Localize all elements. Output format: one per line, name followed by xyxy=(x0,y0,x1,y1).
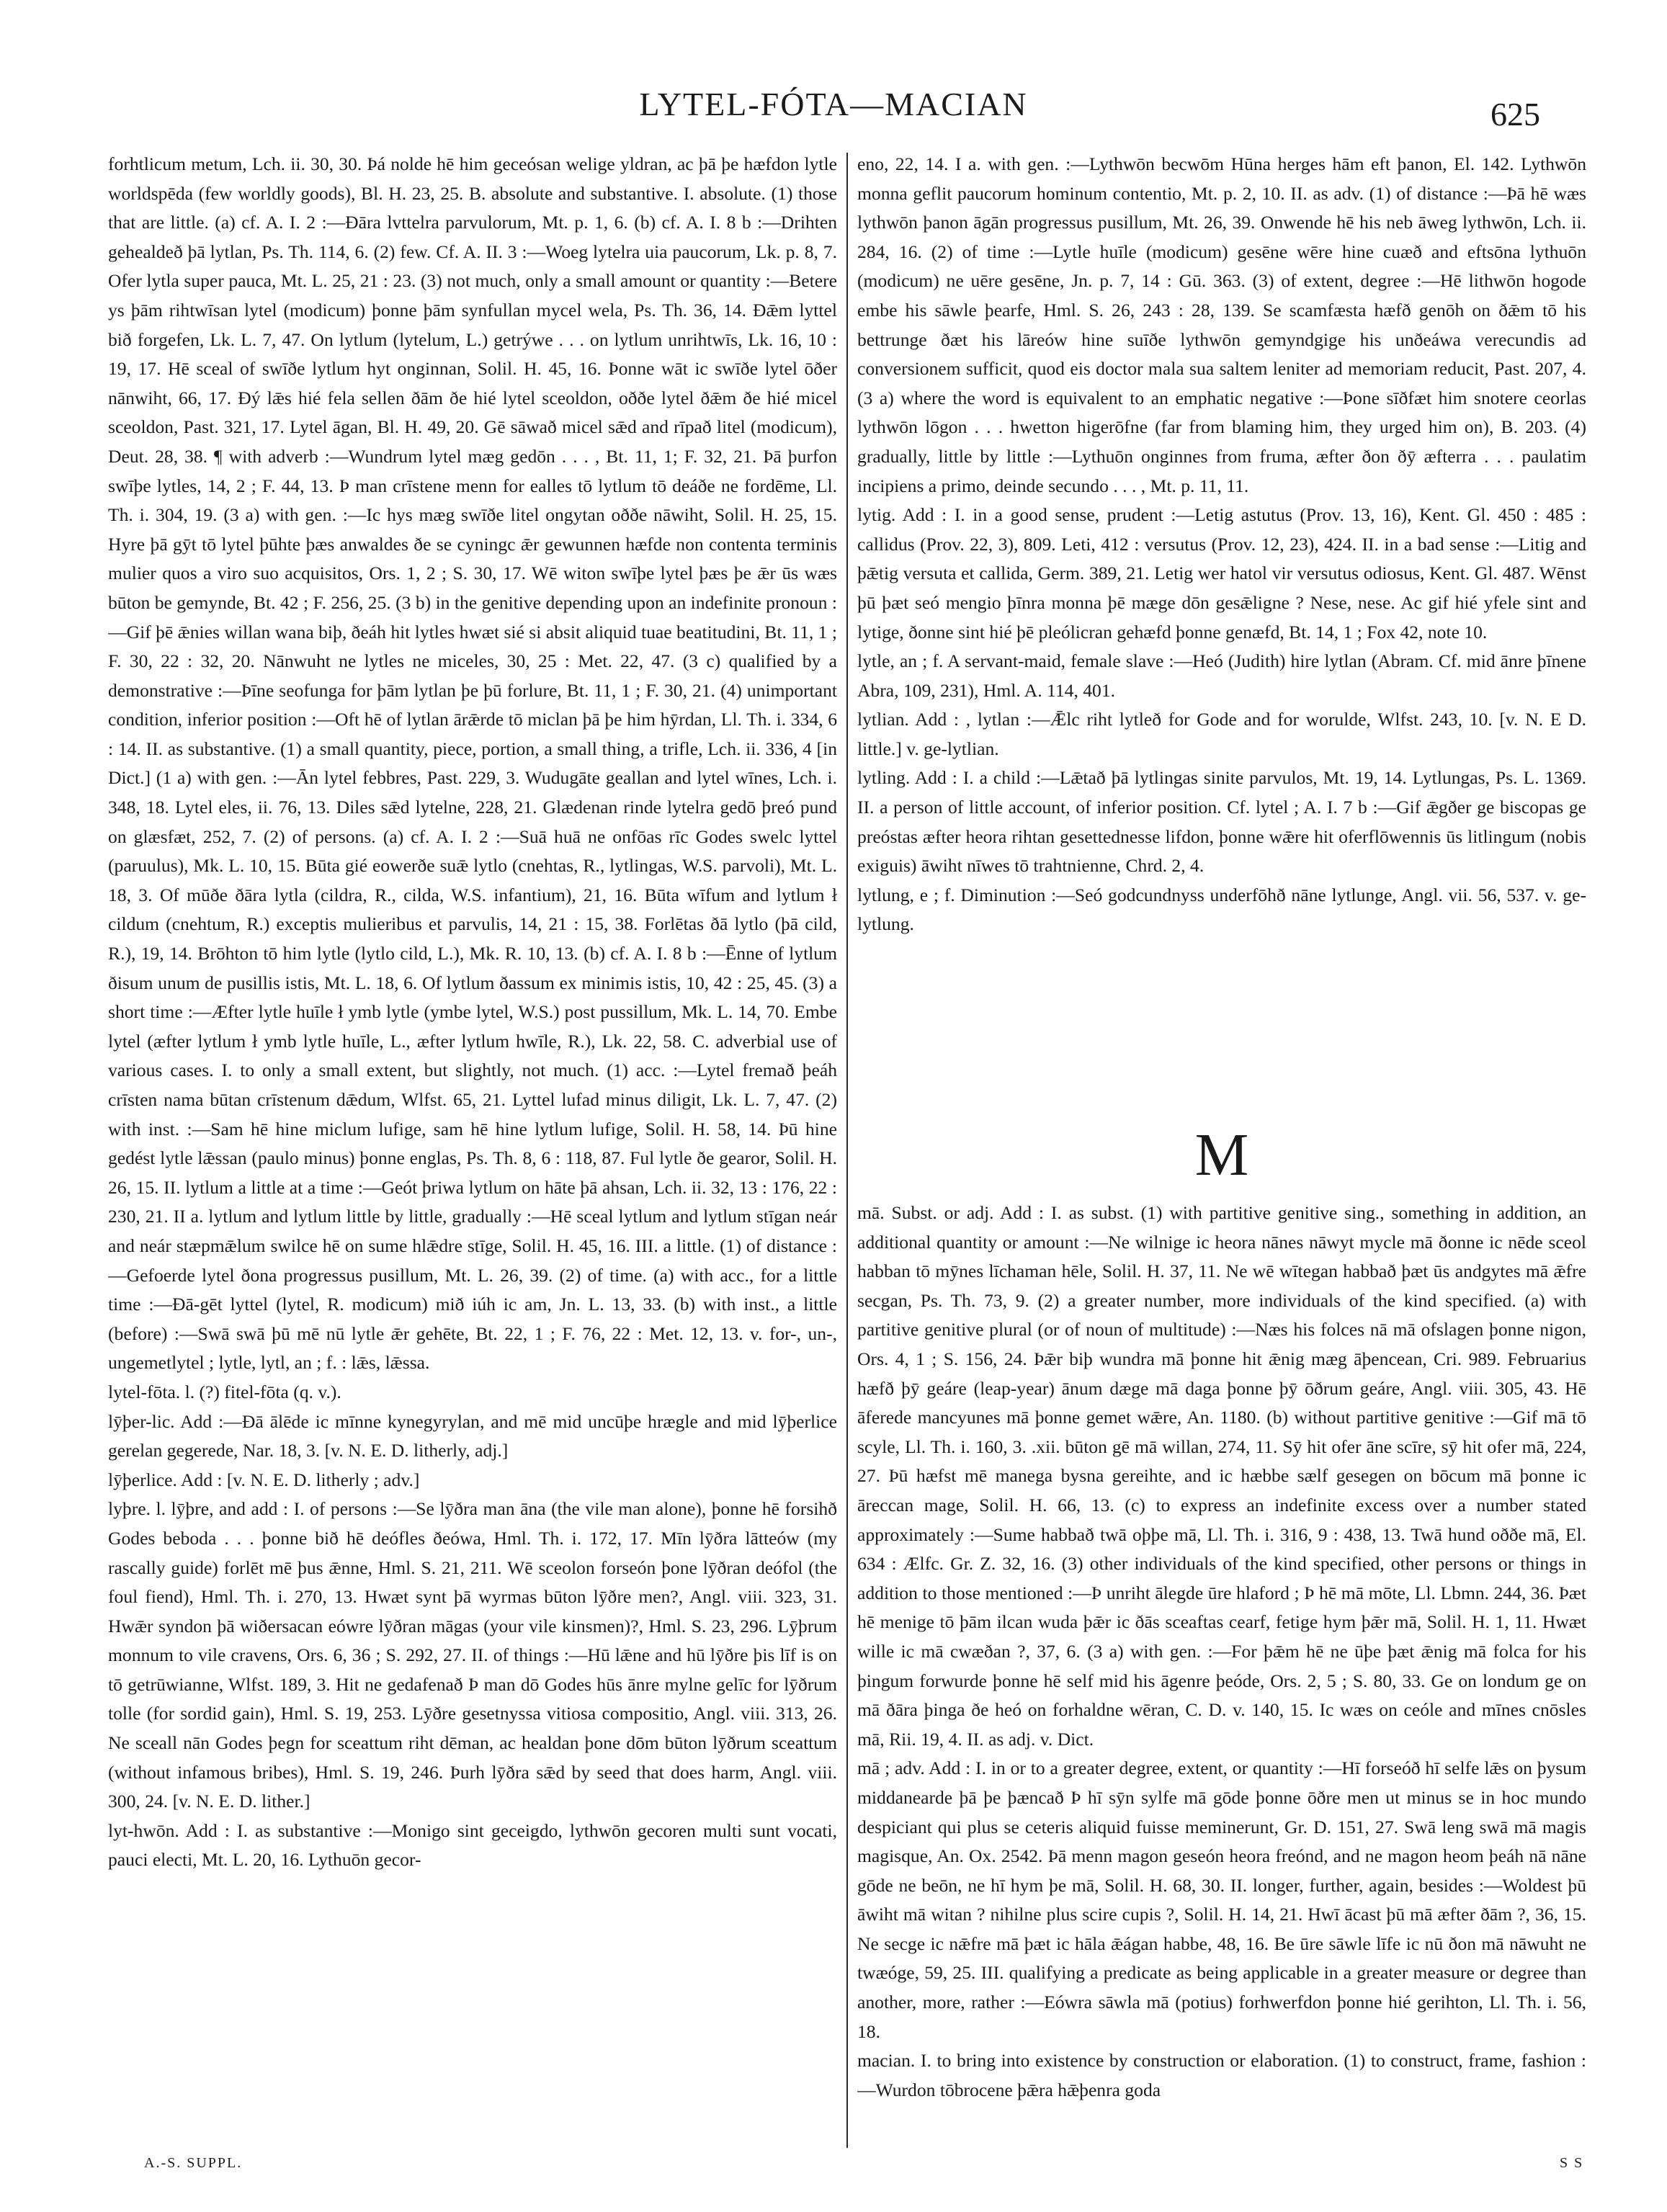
entry-lytherlic: lȳþer-lic. Add :—Ðā ālēde ic mīnne kynegyrylan, and mē mid uncūþe hrægle and mid lȳþerlice gerelan gegerede, Nar. 18, 3. [v. N. E. D. litherly, adj.] xyxy=(108,1410,837,1461)
running-head: LYTEL-FÓTA—MACIAN xyxy=(639,86,1028,122)
footer-signature-right: S S xyxy=(1560,2155,1584,2171)
right-column xyxy=(857,150,1586,2159)
page-number: 625 xyxy=(1491,96,1540,133)
left-column xyxy=(108,150,837,2159)
entry-lyt-hwon: lyt-hwōn. Add : I. as substantive :—Monigo sint geceigdo, lythwōn gecoren multi sunt vocati, pauci electi, Mt. L. 20, 16. Lythuōn gecor- xyxy=(108,1819,837,1871)
entry-lytel-fota: lytel-fōta. l. (?) fitel-fōta (q. v.). xyxy=(108,1381,341,1402)
entry-ma-subst: mā. Subst. or adj. Add : I. as subst. (1) with partitive genitive sing., something in addition, an additional quantity or amount :—Ne wilnige ic heora nānes nāwyt mycle mā ðonne ic nēde sceol habban tō mȳnes līchaman hēle, Solil. H. 37, 11. Ne wē wītegan habbað þæt ūs andgytes mā ǣfre secgan, Ps. Th. 73, 9. (2) a greater number, more individuals of the kind specified. (a) with partitive genitive plural (or of noun of multitude) :—Næs his folces nā mā ofslagen þonne nigon, Ors. 4, 1 ; S. 156, 24. Þǣr biþ wundra mā þonne hit ǣnig mæg āþencean, Cri. 989. Februarius hæfð þȳ geáre (leap-year) ānum dæge mā daga þonne þȳ ōðrum geáre, Angl. viii. 305, 43. Hē āferede mancyunes mā þonne gemet wǣre, An. 1180. (b) without partitive genitive :—Gif mā tō scyle, Ll. Th. i. 160, 3. .xii. būton gē mā willan, 274, 11. Sȳ hit ofer āne scīre, sȳ hit ofer mā, 224, 27. Þū hæfst mē manega bysna gereihte, and ic hæbbe sælf gesegen on bōcum mā þonne ic āreccan mage, Solil. H. 66, 13. (c) to express an indefinite excess over a number stated approximately :—Sume habbað twā oþþe mā, Ll. Th. i. 316, 9 : 438, 13. Twā hund oððe mā, El. 634 : Ælfc. Gr. Z. 32, 16. (3) other individuals of the kind specified, other persons or things in addition to those mentioned :—Þ unriht ālegde ūre hlaford ; Þ hē mā mōte, Ll. Lbmn. 244, 36. Þæt hē menige tō þām ilcan wuda þǣr ic ðās sceaftas cearf, fetige hym þǣr mā, Solil. H. 1, 11. Hwæt wille ic mā cwæðan ?, 37, 6. (3 a) with gen. :—For þǣm hē ne ūþe þæt ǣnig mā folca for his þingum forwurde þonne hē self mid his āgenre þeóde, Ors. 2, 5 ; S. 80, 33. Ge on londum ge on mā ðāra þinga ðe heó on forhaldne wēran, C. D. v. 140, 15. Ic wæs on ceóle and mīnes cnōsles mā, Rii. 19, 4. II. as adj. v. Dict. xyxy=(857,1202,1586,1750)
entry-lytherlice: lȳþerlice. Add : [v. N. E. D. litherly ; adv.] xyxy=(108,1469,420,1490)
entry-lytlian: lytlian. Add : , lytlan :—Ǣlc riht lytleð for Gode and for worulde, Wlfst. 243, 10. [v. N. E D. little.] v. ge-lytlian. xyxy=(857,709,1586,759)
entry-lytling: lytling. Add : I. a child :—Lǣtað þā lytlingas sinite parvulos, Mt. 19, 14. Lytlungas, Ps. L. 1369. II. a person of little account, of inferior position. Cf. lytel ; A. I. 7 b :—Gif ǣgðer ge biscopas ge preóstas æfter heora rihtan gesettednesse lifdon, þonne wǣre hit oferflōwennis ūs litlingum (nobis exiguis) āwiht nīwes tō trahtnienne, Chrd. 2, 4. xyxy=(857,767,1586,877)
entry-lytle: lytle, an ; f. A servant-maid, female slave :—Heó (Judith) hire lytlan (Abram. Cf. mid ānre þīnene Abra, 109, 231), Hml. A. 114, 401. xyxy=(857,650,1586,701)
entry-ma-adv: mā ; adv. Add : I. in or to a greater degree, extent, or quantity :—Hī forseóð hī selfe lǣs on þysum middanearde þā þe þæncað Þ hī sȳn sylfe mā gōde þonne ōðre men ut minus se in hoc mundo despiciant qui plus se ceteris aliquid fuisse meminerunt, Gr. D. 151, 27. Swā leng swā mā magis magisque, An. Ox. 2542. Þā menn magon geseón heora freónd, and ne magon heom þeáh nā nāne gōde ne beōn, ne hī hym þe mā, Solil. H. 68, 30. II. longer, further, again, besides :—Woldest þū āwiht mā witan ? nihilne plus scire cupis ?, Solil. H. 14, 21. Hwī ācast þū mā æfter ðām ?, 36, 15. Ne secge ic nǣfre mā þæt ic hāla ǣágan habbe, 48, 16. Be ūre sāwle līfe ic nū ðon mā nāwuht ne twæóge, 59, 25. III. qualifying a predicate as being applicable in a greater measure or degree than another, more, rather :—Eówra sāwla mā (potius) forhwerfdon þonne hié gerihton, Ll. Th. i. 56, 18. xyxy=(857,1757,1586,2042)
entry-lytig: lytig. Add : I. in a good sense, prudent :—Letig astutus (Prov. 13, 16), Kent. Gl. 450 : 485 : callidus (Prov. 22, 3), 809. Leti, 412 : versutus (Prov. 12, 23), 424. II. in a bad sense :—Litig and þǣtig versuta et callida, Germ. 389, 21. Letig wer hatol vir versutus odiosus, Kent. Gl. 487. Wēnst þū þæt seó mengio þīnra monna þē mæge dōn gesǣligne ? Nese, nese. Ac gif hié yfele sint and lytige, ðonne sint hié þē pleólicran gehæfd þonne genæfd, Bt. 14, 1 ; Fox 42, note 10. xyxy=(857,504,1586,642)
entry-lyt-hwon-continued: eno, 22, 14. I a. with gen. :—Lythwōn becwōm Hūna herges hām eft þanon, El. 142. Lythwōn monna geflit paucorum hominum contentio, Mt. p. 2, 10. II. as adv. (1) of distance :—Þā hē wæs lythwōn þanon āgān progressus pusillum, Mt. 26, 39. Onwende hē his neb āweg lythwōn, Lch. ii. 284, 16. (2) of time :—Lytle huīle (modicum) gesēne wēre hine cuæð and eftsōna lythuōn (modicum) ne uēre gesēne, Jn. p. 7, 14 : Gū. 363. (3) of extent, degree :—Hē lithwōn hogode embe his sāwle þearfe, Hml. S. 26, 243 : 28, 139. Se scamfæsta hæfð genōh on ðǣm tō his bettrunge ðæt his lāreów hine suīðe lythwōn gemyndgige his unðeáwa verecundis ad conversionem sufficit, quod eis doctor mala sua saltem leniter ad memoriam reducit, Past. 207, 4. (3 a) where the word is equivalent to an emphatic negative :—Þone sīðfæt him snotere ceorlas lythwōn lōgon . . . hwetton higerōfne (far from blaming him, they urged him on), B. 203. (4) gradually, little by little :—Lythuōn onginnes from fruma, æfter ðon ðȳ æfterra . . . paulatim incipiens a primo, deinde secundo . . . , Mt. p. 11, 11. xyxy=(857,153,1586,496)
column-divider xyxy=(846,153,848,2148)
footer-signature-left: A.-S. SUPPL. xyxy=(144,2155,243,2171)
entry-lythre: lyþre. l. lȳþre, and add : I. of persons :—Se lȳðra man āna (the vile man alone), þonne hē forsihð Godes beboda . . . þonne bið hē deófles ðeówa, Hml. Th. i. 172, 17. Mīn lȳðra lātteów (my rascally guide) forlēt mē þus ǣnne, Hml. S. 21, 211. Wē sceolon forseón þone lȳðran deófol (the foul fiend), Hml. Th. i. 270, 13. Hwæt synt þā wyrmas būton lȳðre men?, Angl. viii. 323, 31. Hwǣr syndon þā wiðersacan eówre lȳðran māgas (your vile kinsmen)?, Hml. S. 23, 296. Lȳþrum monnum to vile cravens, Ors. 6, 36 ; S. 292, 27. II. of things :—Hū lǣne and hū lȳðre þis līf is on tō getrūwianne, Wlfst. 189, 3. Hit ne gedafenað Þ man dō Godes hūs ānre mylne gelīc for lȳðrum tolle (for sordid gain), Hml. S. 19, 253. Lȳðre gesetnyssa vitiosa compositio, Angl. viii. 313, 26. Ne sceall nān Godes þegn for sceattum riht dēman, ac healdan þone dōm būton lȳðrum sceattum (without infamous bribes), Hml. S. 19, 246. Þurh lȳðra sǣd by seed that does harm, Angl. viii. 300, 24. [v. N. E. D. lither.] xyxy=(108,1498,837,1812)
section-letter: M xyxy=(1194,1121,1249,1189)
entry-lytel-continued: forhtlicum metum, Lch. ii. 30, 30. Þá nolde hē him geceósan welige yldran, ac þā þe hæfdon lytle worldspēda (few worldly goods), Bl. H. 23, 25. B. absolute and substantive. I. absolute. (1) those that are little. (a) cf. A. I. 2 :—Ðāra lvttelra parvulorum, Mt. p. 1, 6. (b) cf. A. I. 8 b :—Drihten gehealdeð þā lytlan, Ps. Th. 114, 6. (2) few. Cf. A. II. 3 :—Woeg lytelra uia paucorum, Lk. p. 8, 7. Ofer lytla super pauca, Mt. L. 25, 21 : 23. (3) not much, only a small amount or quantity :—Betere ys þām rihtwīsan lytel (modicum) þonne þām synfullan mycel wela, Ps. Th. 36, 14. Ðǣm lyttel bið forgefen, Lk. L. 7, 47. On lytlum (lytelum, L.) getrýwe . . . on lytlum unrihtwīs, Lk. 16, 10 : 19, 17. Hē sceal of swīðe lytlum hyt onginnan, Solil. H. 45, 16. Þonne wāt ic swīðe lytel ōðer nānwiht, 66, 17. Ðý lǣs hié fela sellen ðām ðe hié lytel sceoldon, oððe lytel ðǣm ðe hié micel sceoldon, Past. 321, 17. Lytel āgan, Bl. H. 49, 20. Gē sāwað micel sǣd and rīpað litel (modicum), Deut. 28, 38. ¶ with adverb :—Wundrum lytel mæg gedōn . . . , Bt. 11, 1; F. 32, 21. Þā þurfon swīþe lytles, 14, 2 ; F. 44, 13. Þ man crīstene menn for ealles tō lytlum tō deáðe ne fordēme, Ll. Th. i. 304, 19. (3 a) with gen. :—Ic hys mæg swīðe litel ongytan oððe nāwiht, Solil. H. 25, 15. Hyre þā gȳt tō lytel þūhte þæs anwaldes ðe se cyningc ǣr gewunnen hæfde non contenta terminis mulier quos a viro suo acquisitos, Ors. 1, 2 ; S. 30, 17. Wē witon swīþe lytel þæs þe ǣr ūs wæs būton be gemynde, Bt. 42 ; F. 256, 25. (3 b) in the genitive depending upon an indefinite pronoun :—Gif þē ǣnies willan wana biþ, ðeáh hit lytles hwæt sié si absit aliquid tuae beatitudini, Bt. 11, 1 ; F. 30, 22 : 32, 20. Nānwuht ne lytles ne miceles, 30, 25 : Met. 22, 47. (3 c) qualified by a demonstrative :—Þīne seofunga for þām lytlan þe þū forlure, Bt. 11, 1 ; F. 30, 21. (4) unimportant condition, inferior position :—Oft hē of lytlan ārǣrde tō miclan þā þe him hȳrdan, Ll. Th. i. 334, 6 : 14. II. as substantive. (1) a small quantity, piece, portion, a small thing, a trifle, Lch. ii. 336, 4 [in Dict.] (1 a) with gen. :—Ān lytel febbres, Past. 229, 3. Wudugāte geallan and lytel wīnes, Lch. i. 348, 18. Lytel eles, ii. 76, 13. Diles sǣd lytelne, 228, 21. Glædenan rinde lytelra gedō þreó pund on glæsfæt, 252, 7. (2) of persons. (a) cf. A. I. 2 :—Suā huā ne onfōas rīc Godes swelc lyttel (paruulus), Mk. L. 10, 15. Būta gié eowerðe suǣ lytlo (cnehtas, R., lytlingas, W.S. parvoli), Mt. L. 18, 3. Of mūðe ðāra lytla (cildra, R., cilda, W.S. infantium), 21, 16. Būta wīfum and lytlum ł cildum (cnehtum, R.) exceptis mulieribus et parvulis, 14, 21 : 15, 38. Forlētas ðā lytlo (þā cild, R.), 19, 14. Brōhton tō him lytle (lytlo cild, L.), Mk. R. 10, 13. (b) cf. A. I. 8 b :—Ēnne of lytlum ðisum unum de pusillis istis, Mt. L. 18, 6. Of lytlum ðassum ex minimis istis, 10, 42 : 25, 45. (3) a short time :—Æfter lytle huīle ł ymb lytle (ymbe lytel, W.S.) post pussillum, Mk. L. 14, 70. Embe lytel (æfter lytlum ł ymb lytle huīle, L., æfter lytlum hwīle, R.), Lk. 22, 58. C. adverbial use of various cases. I. to only a small extent, but slightly, not much. (1) acc. :—Lytel fremað þeáh crīsten nama būtan crīstenum dǣdum, Wlfst. 65, 21. Lyttel lufad minus diligit, Lk. L. 7, 47. (2) with inst. :—Sam hē hine miclum lufige, sam hē hine lytlum lufige, Solil. H. 58, 14. Þū hine gedést lytle lǣssan (paulo minus) þonne englas, Ps. Th. 8, 6 : 118, 87. Ful lytle ðe gearor, Solil. H. 26, 15. II. lytlum a little at a time :—Geót þriwa lytlum on hāte þā ahsan, Lch. ii. 32, 13 : 176, 22 : 230, 21. II a. lytlum and lytlum little by little, gradually :—Hē sceal lytlum and lytlum stīgan neár and neár stæpmǣlum swilce hē on sume hlǣdre stīge, Solil. H. 45, 16. III. a little. (1) of distance :—Gefoerde lytel ðona progressus pusillum, Mt. L. 26, 39. (2) of time. (a) with acc., for a little time :—Ðā-gēt lyttel (lytel, R. modicum) mið iúh ic am, Jn. L. 13, 33. (b) with inst., a little (before) :—Swā swā þū mē nū lytle ǣr gehēte, Bt. 22, 1 ; F. 76, 22 : Met. 12, 13. v. for-, un-, ungemetlytel ; lytle, lytl, an ; f. : lǣs, lǣssa. xyxy=(108,153,837,1374)
entry-macian: macian. I. to bring into existence by construction or elaboration. (1) to construct, frame, fashion :—Wurdon tōbrocene þǣra hǣþenra goda xyxy=(857,2050,1586,2100)
entry-lytlung: lytlung, e ; f. Diminution :—Seó godcundnyss underfōhð nāne lytlunge, Angl. vii. 56, 537. v. ge-lytlung. xyxy=(857,884,1586,935)
